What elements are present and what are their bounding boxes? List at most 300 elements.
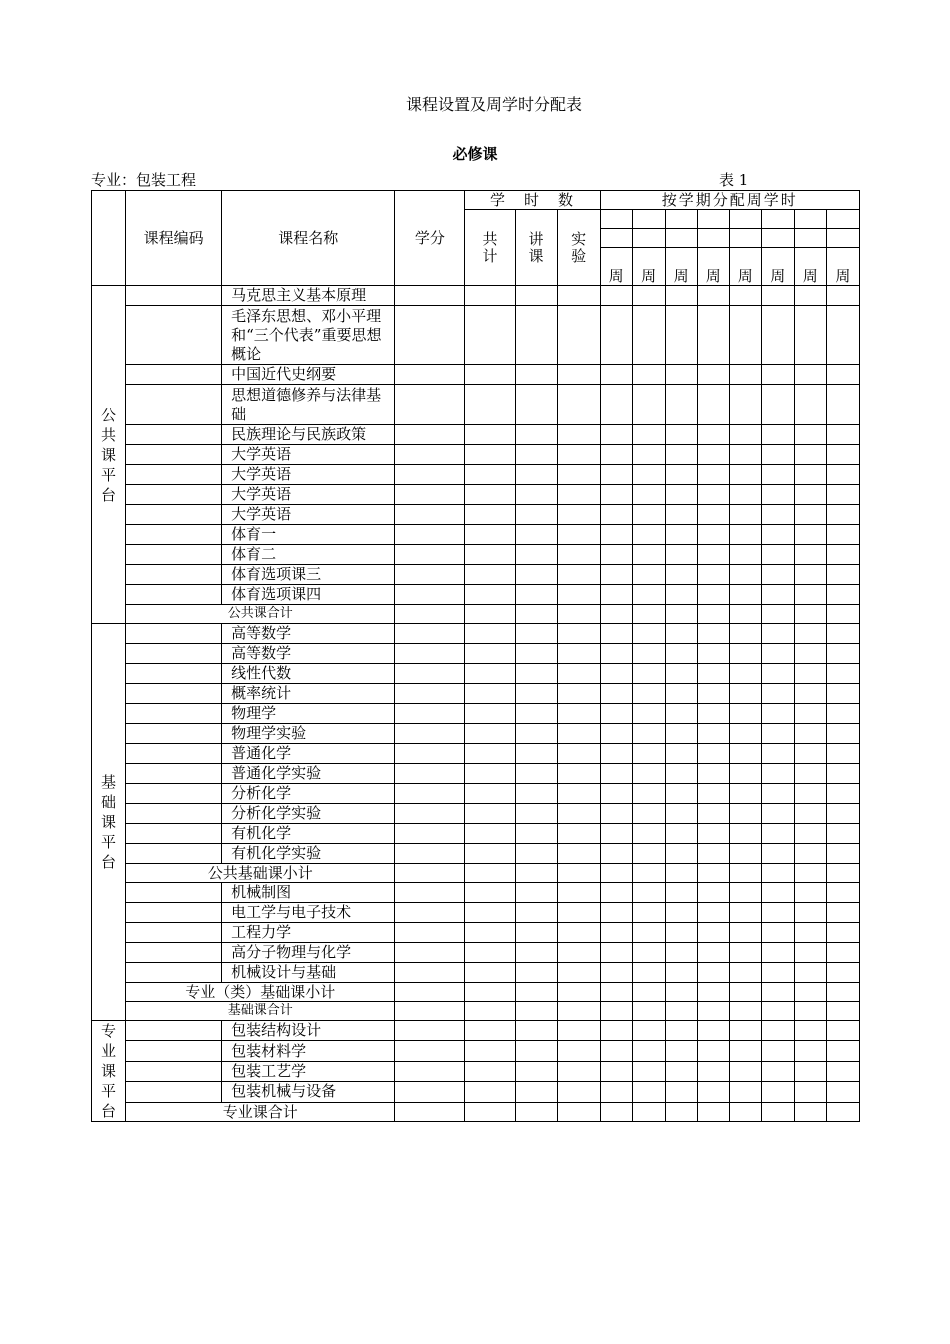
table-row	[92, 1082, 860, 1102]
table-row	[92, 844, 860, 864]
hours-cell	[465, 883, 515, 903]
hours-cell	[465, 864, 515, 883]
semester-cell	[600, 229, 632, 248]
course-name-cell: 线性代数	[222, 664, 395, 684]
week-hours-cell	[697, 943, 729, 963]
week-hours-cell	[794, 784, 826, 804]
hours-cell	[515, 485, 557, 505]
week-hours-cell	[665, 864, 697, 883]
hours-cell	[515, 1102, 557, 1121]
hours-cell	[465, 624, 515, 644]
course-name-cell: 大学英语	[222, 485, 395, 505]
week-hours-cell	[665, 804, 697, 824]
semester-cell	[665, 229, 697, 248]
hours-cell	[465, 525, 515, 545]
course-name-cell: 包装结构设计	[222, 1021, 395, 1041]
week-hours-cell	[665, 764, 697, 784]
week-hours-cell	[665, 565, 697, 585]
hours-cell	[557, 704, 600, 724]
hours-cell	[515, 764, 557, 784]
credits-cell	[395, 585, 465, 605]
week-hours-cell	[665, 585, 697, 605]
course-code-cell	[126, 764, 222, 784]
course-code-cell	[126, 286, 222, 306]
week-hours-cell	[665, 883, 697, 903]
week-hours-cell	[632, 963, 665, 983]
week-hours-cell	[600, 983, 632, 1002]
table-row	[92, 1061, 860, 1081]
course-name-cell: 毛泽东思想、邓小平理和“三个代表”重要思想概论	[222, 306, 395, 365]
week-hours-cell	[632, 784, 665, 804]
hours-total-header: 共 计	[465, 210, 515, 286]
week-hours-cell	[761, 545, 794, 565]
week-hours-cell	[665, 505, 697, 525]
week-hours-cell	[600, 565, 632, 585]
course-name-cell: 有机化学实验	[222, 844, 395, 864]
hours-cell	[465, 943, 515, 963]
week-hours-cell	[665, 445, 697, 465]
table-row	[92, 1041, 860, 1061]
credits-cell	[395, 505, 465, 525]
week-hours-cell	[697, 784, 729, 804]
week-hours-cell	[826, 565, 859, 585]
hours-cell	[557, 943, 600, 963]
hours-cell	[515, 385, 557, 425]
week-hours-cell	[761, 724, 794, 744]
week-hours-cell	[632, 943, 665, 963]
course-code-cell	[126, 704, 222, 724]
week-hours-cell	[826, 724, 859, 744]
week-hours-cell	[600, 744, 632, 764]
table-row	[92, 704, 860, 724]
week-hours-cell	[665, 824, 697, 844]
hours-cell	[515, 864, 557, 883]
week-hours-cell	[826, 465, 859, 485]
week-hours-cell	[826, 1021, 859, 1041]
table-row	[92, 465, 860, 485]
week-header: 周	[600, 248, 632, 286]
week-hours-cell	[632, 883, 665, 903]
week-hours-cell	[794, 824, 826, 844]
week-hours-cell	[761, 445, 794, 465]
week-hours-cell	[632, 505, 665, 525]
table-row	[92, 306, 860, 365]
week-hours-cell	[632, 664, 665, 684]
total-label: 基础课合计	[126, 1002, 395, 1021]
week-hours-cell	[632, 804, 665, 824]
week-hours-cell	[794, 485, 826, 505]
hours-cell	[465, 784, 515, 804]
week-hours-cell	[761, 784, 794, 804]
week-hours-cell	[600, 286, 632, 306]
table-row	[92, 784, 860, 804]
semester-group-header: 按学期分配周学时	[600, 191, 859, 210]
page-subtitle: 必修课	[452, 145, 498, 163]
week-hours-cell	[729, 744, 761, 764]
hours-cell	[515, 844, 557, 864]
week-hours-cell	[729, 1041, 761, 1061]
course-code-cell	[126, 1041, 222, 1061]
week-hours-cell	[729, 704, 761, 724]
week-hours-cell	[729, 505, 761, 525]
hours-cell	[557, 864, 600, 883]
week-hours-cell	[697, 1041, 729, 1061]
semester-cell	[826, 229, 859, 248]
week-hours-cell	[632, 1082, 665, 1102]
credits-cell	[395, 744, 465, 764]
semester-cell	[729, 229, 761, 248]
hours-cell	[557, 844, 600, 864]
platform-label: 专 业 课 平 台	[92, 1021, 126, 1122]
credits-cell	[395, 1021, 465, 1041]
week-hours-cell	[665, 1002, 697, 1021]
week-hours-cell	[729, 784, 761, 804]
table-row	[92, 286, 860, 306]
hours-cell	[465, 744, 515, 764]
week-hours-cell	[697, 1002, 729, 1021]
week-hours-cell	[632, 1061, 665, 1081]
week-hours-cell	[761, 485, 794, 505]
week-hours-cell	[761, 864, 794, 883]
course-code-cell	[126, 385, 222, 425]
week-hours-cell	[761, 425, 794, 445]
week-hours-cell	[761, 1082, 794, 1102]
week-hours-cell	[761, 883, 794, 903]
week-hours-cell	[826, 644, 859, 664]
week-hours-cell	[826, 585, 859, 605]
course-code-cell	[126, 1021, 222, 1041]
hours-cell	[465, 704, 515, 724]
week-hours-cell	[826, 864, 859, 883]
week-hours-cell	[632, 365, 665, 385]
hours-cell	[557, 425, 600, 445]
week-hours-cell	[600, 704, 632, 724]
week-hours-cell	[761, 963, 794, 983]
hours-cell	[465, 963, 515, 983]
week-hours-cell	[794, 525, 826, 545]
hours-cell	[557, 1002, 600, 1021]
course-name-cell: 电工学与电子技术	[222, 903, 395, 923]
week-hours-cell	[600, 465, 632, 485]
week-hours-cell	[794, 1061, 826, 1081]
week-hours-cell	[600, 365, 632, 385]
course-name-cell: 机械制图	[222, 883, 395, 903]
week-hours-cell	[729, 565, 761, 585]
hours-cell	[515, 505, 557, 525]
week-hours-cell	[794, 704, 826, 724]
week-hours-cell	[697, 983, 729, 1002]
week-hours-cell	[729, 1021, 761, 1041]
table-row	[92, 385, 860, 425]
hours-cell	[557, 1061, 600, 1081]
course-name-cell: 体育选项课三	[222, 565, 395, 585]
week-hours-cell	[600, 864, 632, 883]
week-hours-cell	[761, 605, 794, 624]
week-hours-cell	[632, 1002, 665, 1021]
week-hours-cell	[729, 864, 761, 883]
week-hours-cell	[665, 1041, 697, 1061]
credits-cell	[395, 704, 465, 724]
course-code-cell	[126, 1061, 222, 1081]
course-name-cell: 物理学	[222, 704, 395, 724]
hours-cell	[515, 824, 557, 844]
course-name-cell: 大学英语	[222, 445, 395, 465]
course-name-cell: 马克思主义基本原理	[222, 286, 395, 306]
week-hours-cell	[600, 585, 632, 605]
week-hours-cell	[729, 804, 761, 824]
platform-label: 公 共 课 平 台	[92, 286, 126, 624]
credits-cell	[395, 1102, 465, 1121]
week-hours-cell	[729, 485, 761, 505]
hours-cell	[557, 445, 600, 465]
course-name-cell: 民族理论与民族政策	[222, 425, 395, 445]
week-hours-cell	[665, 963, 697, 983]
week-hours-cell	[794, 943, 826, 963]
course-code-header: 课程编码	[126, 191, 222, 286]
week-hours-cell	[697, 704, 729, 724]
semester-cell	[826, 210, 859, 229]
credits-cell	[395, 963, 465, 983]
table-row	[92, 565, 860, 585]
week-hours-cell	[632, 704, 665, 724]
week-hours-cell	[600, 1061, 632, 1081]
week-hours-cell	[697, 624, 729, 644]
table-row	[92, 644, 860, 664]
week-hours-cell	[600, 385, 632, 425]
table-row	[92, 545, 860, 565]
week-hours-cell	[600, 1002, 632, 1021]
week-hours-cell	[761, 1041, 794, 1061]
week-header: 周	[665, 248, 697, 286]
course-name-cell: 分析化学实验	[222, 804, 395, 824]
hours-cell	[515, 983, 557, 1002]
week-hours-cell	[665, 525, 697, 545]
hours-cell	[465, 804, 515, 824]
hours-cell	[557, 306, 600, 365]
week-hours-cell	[794, 923, 826, 943]
hours-cell	[465, 425, 515, 445]
week-hours-cell	[761, 923, 794, 943]
week-hours-cell	[632, 983, 665, 1002]
hours-cell	[557, 465, 600, 485]
table-row	[92, 764, 860, 784]
hours-cell	[557, 585, 600, 605]
week-hours-cell	[697, 963, 729, 983]
course-table	[91, 190, 860, 1122]
table-row	[92, 804, 860, 824]
table-row	[92, 585, 860, 605]
week-hours-cell	[665, 903, 697, 923]
week-hours-cell	[632, 585, 665, 605]
week-hours-cell	[761, 983, 794, 1002]
week-hours-cell	[761, 764, 794, 784]
week-hours-cell	[697, 365, 729, 385]
week-hours-cell	[665, 943, 697, 963]
table-row	[92, 724, 860, 744]
table-row	[92, 525, 860, 545]
week-hours-cell	[729, 465, 761, 485]
course-code-cell	[126, 903, 222, 923]
table-row	[92, 943, 860, 963]
hours-cell	[515, 465, 557, 485]
credits-cell	[395, 844, 465, 864]
week-hours-cell	[826, 664, 859, 684]
hours-cell	[465, 724, 515, 744]
week-hours-cell	[826, 1061, 859, 1081]
week-hours-cell	[697, 605, 729, 624]
week-hours-cell	[826, 286, 859, 306]
week-hours-cell	[665, 485, 697, 505]
week-hours-cell	[697, 684, 729, 704]
hours-cell	[557, 385, 600, 425]
week-hours-cell	[600, 1021, 632, 1041]
hours-cell	[557, 963, 600, 983]
week-hours-cell	[600, 943, 632, 963]
hours-cell	[515, 445, 557, 465]
hours-cell	[465, 664, 515, 684]
week-hours-cell	[729, 1002, 761, 1021]
week-hours-cell	[600, 963, 632, 983]
hours-cell	[515, 744, 557, 764]
table-row	[92, 923, 860, 943]
hours-cell	[515, 923, 557, 943]
course-name-cell: 分析化学	[222, 784, 395, 804]
week-hours-cell	[697, 744, 729, 764]
week-hours-cell	[794, 624, 826, 644]
hours-cell	[515, 605, 557, 624]
week-hours-cell	[600, 485, 632, 505]
hours-cell	[465, 684, 515, 704]
week-hours-cell	[665, 425, 697, 445]
week-hours-cell	[697, 664, 729, 684]
week-hours-cell	[665, 1021, 697, 1041]
table-row	[92, 485, 860, 505]
credits-cell	[395, 943, 465, 963]
hours-cell	[465, 365, 515, 385]
week-hours-cell	[665, 724, 697, 744]
credits-cell	[395, 664, 465, 684]
week-hours-cell	[697, 286, 729, 306]
course-code-cell	[126, 644, 222, 664]
course-name-cell: 体育二	[222, 545, 395, 565]
week-hours-cell	[794, 864, 826, 883]
course-name-header: 课程名称	[222, 191, 395, 286]
hours-cell	[465, 1061, 515, 1081]
week-hours-cell	[826, 306, 859, 365]
hours-cell	[465, 824, 515, 844]
week-hours-cell	[600, 445, 632, 465]
hours-cell	[557, 1082, 600, 1102]
course-code-cell	[126, 784, 222, 804]
week-hours-cell	[632, 385, 665, 425]
week-hours-cell	[794, 1002, 826, 1021]
week-hours-cell	[761, 844, 794, 864]
semester-cell	[697, 210, 729, 229]
week-hours-cell	[729, 923, 761, 943]
week-hours-cell	[665, 644, 697, 664]
week-hours-cell	[600, 1082, 632, 1102]
week-hours-cell	[632, 1041, 665, 1061]
course-code-cell	[126, 883, 222, 903]
week-hours-cell	[632, 445, 665, 465]
semester-cell	[632, 229, 665, 248]
semester-cell	[729, 210, 761, 229]
week-hours-cell	[794, 585, 826, 605]
table-row	[92, 1021, 860, 1041]
week-hours-cell	[729, 1102, 761, 1121]
week-hours-cell	[826, 704, 859, 724]
week-hours-cell	[826, 1102, 859, 1121]
week-header: 周	[761, 248, 794, 286]
week-hours-cell	[697, 844, 729, 864]
week-hours-cell	[826, 425, 859, 445]
credits-cell	[395, 903, 465, 923]
week-hours-cell	[794, 465, 826, 485]
hours-cell	[557, 1102, 600, 1121]
hours-cell	[515, 804, 557, 824]
hours-cell	[515, 664, 557, 684]
week-hours-cell	[761, 684, 794, 704]
week-hours-cell	[632, 724, 665, 744]
week-hours-cell	[632, 903, 665, 923]
week-hours-cell	[729, 445, 761, 465]
week-hours-cell	[826, 963, 859, 983]
credits-cell	[395, 1041, 465, 1061]
week-hours-cell	[665, 844, 697, 864]
hours-cell	[515, 425, 557, 445]
week-hours-cell	[600, 605, 632, 624]
hours-cell	[557, 824, 600, 844]
platform-header-cell	[92, 191, 126, 286]
course-code-cell	[126, 943, 222, 963]
week-hours-cell	[600, 624, 632, 644]
week-hours-cell	[697, 465, 729, 485]
hours-cell	[515, 644, 557, 664]
hours-cell	[557, 365, 600, 385]
week-hours-cell	[632, 565, 665, 585]
week-hours-cell	[729, 425, 761, 445]
credits-cell	[395, 724, 465, 744]
week-hours-cell	[761, 1061, 794, 1081]
week-hours-cell	[697, 525, 729, 545]
semester-cell	[761, 210, 794, 229]
week-hours-cell	[826, 365, 859, 385]
week-hours-cell	[826, 1041, 859, 1061]
hours-cell	[465, 644, 515, 664]
credits-cell	[395, 764, 465, 784]
week-hours-cell	[697, 545, 729, 565]
week-hours-cell	[600, 1041, 632, 1061]
week-hours-cell	[729, 605, 761, 624]
week-hours-cell	[632, 644, 665, 664]
hours-cell	[465, 764, 515, 784]
hours-cell	[515, 306, 557, 365]
week-hours-cell	[761, 1002, 794, 1021]
course-name-cell: 普通化学	[222, 744, 395, 764]
week-hours-cell	[729, 844, 761, 864]
week-hours-cell	[794, 505, 826, 525]
page-title: 课程设置及周学时分配表	[405, 95, 582, 114]
hours-cell	[465, 505, 515, 525]
hours-cell	[557, 1041, 600, 1061]
semester-cell	[794, 229, 826, 248]
course-code-cell	[126, 306, 222, 365]
hours-cell	[515, 565, 557, 585]
week-hours-cell	[826, 903, 859, 923]
week-hours-cell	[761, 286, 794, 306]
week-header: 周	[794, 248, 826, 286]
table-row	[92, 445, 860, 465]
